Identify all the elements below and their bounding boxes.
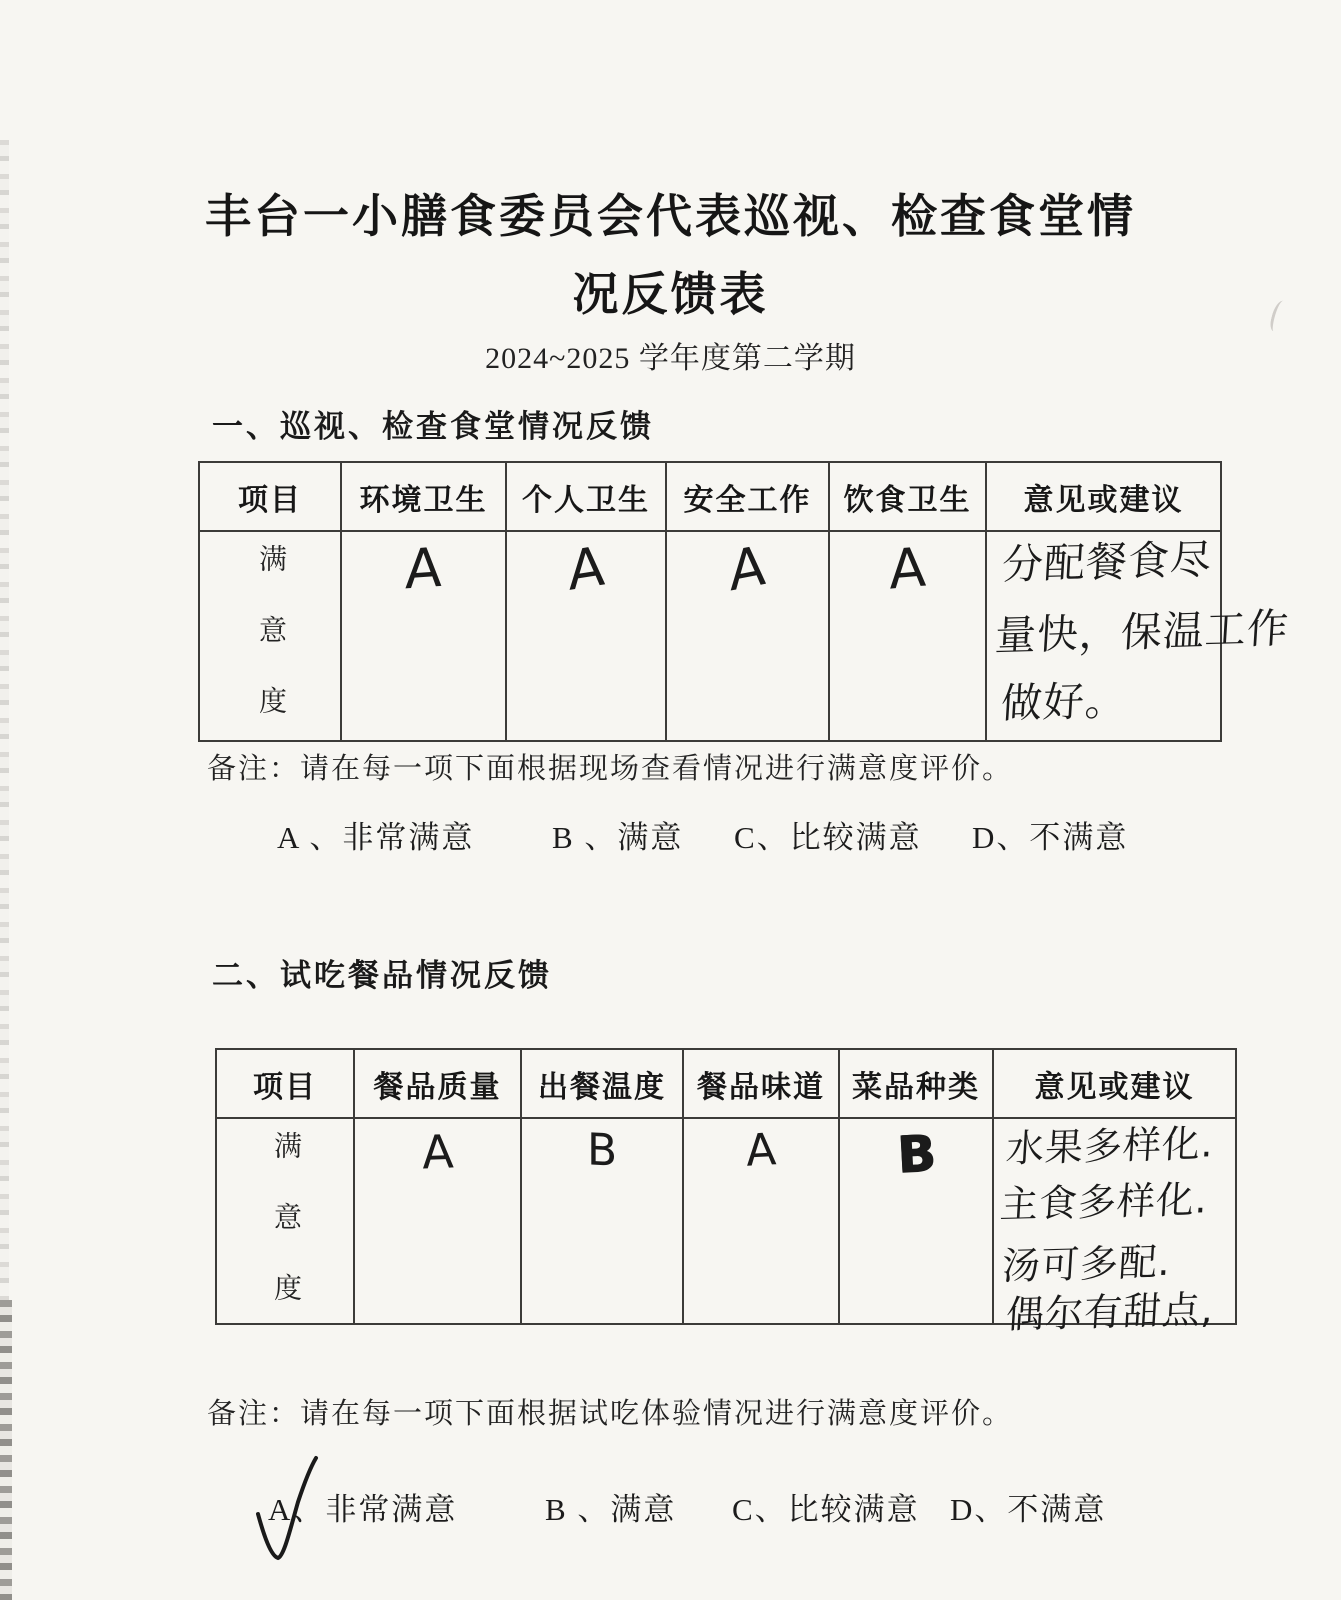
t1-header-food-hygiene: 饮食卫生 xyxy=(829,462,986,531)
t1-row-label: 满意度 xyxy=(255,544,286,757)
section1-table xyxy=(198,461,1291,757)
section2-header-row xyxy=(216,1049,1236,1118)
section2-table xyxy=(215,1048,1237,1344)
t2-rating-cell-1 xyxy=(354,1118,521,1324)
t1-rating-cell-2 xyxy=(506,531,666,741)
form-subtitle: 2024~2025 学年度第二学期 xyxy=(485,342,856,375)
option-c-fairly-satisfied: C、比较满意 xyxy=(734,820,922,855)
t2-header-item: 项目 xyxy=(216,1049,354,1118)
t1-header-safety-work: 安全工作 xyxy=(666,462,829,531)
form-title-line1: 丰台一小膳食委员会代表巡视、检查食堂情 xyxy=(205,191,1136,242)
handwritten-rating: B xyxy=(586,1124,618,1177)
handwritten-rating: A xyxy=(420,1124,455,1180)
handwritten-comment-line: 偶尔有甜点, xyxy=(1004,1287,1216,1337)
handwritten-comment-line: 汤可多配. xyxy=(1000,1239,1173,1289)
handwritten-comment-line: 做好。 xyxy=(999,676,1129,728)
t2-rating-cell-2 xyxy=(521,1118,683,1324)
t2-row-label-cell xyxy=(216,1118,354,1344)
option-b-satisfied: B 、满意 xyxy=(552,820,684,855)
form-title-line2: 况反馈表 xyxy=(572,269,769,320)
section1-note: 备注：请在每一项下面根据现场查看情况进行满意度评价。 xyxy=(207,753,1014,785)
handwritten-rating: A xyxy=(566,533,606,604)
t1-row-label-cell xyxy=(199,531,341,757)
option-d-unsatisfied: D、不满意 xyxy=(950,1492,1107,1527)
handwritten-rating: A xyxy=(744,1124,778,1177)
t1-header-environment-hygiene: 环境卫生 xyxy=(341,462,506,531)
option-d-unsatisfied: D、不满意 xyxy=(972,820,1129,855)
handwritten-comment-line: 量快，保温工作 xyxy=(993,604,1291,660)
t1-rating-cell-4 xyxy=(829,531,986,741)
section2-data-row xyxy=(216,1118,1236,1324)
handwritten-comment-line: 水果多样化. xyxy=(1004,1121,1216,1171)
option-b-satisfied: B 、满意 xyxy=(545,1492,677,1527)
t1-rating-cell-3 xyxy=(666,531,829,741)
handwritten-rating: A xyxy=(887,535,927,602)
handwritten-comment-line: 分配餐食尽 xyxy=(1000,535,1214,589)
handwritten-comment-line: 主食多样化. xyxy=(998,1177,1210,1227)
handwritten-rating-overwritten: B xyxy=(895,1124,937,1184)
t2-row-label: 满意度 xyxy=(270,1131,301,1344)
option-a-very-satisfied: A、非常满意 xyxy=(268,1492,458,1527)
section2-note: 备注：请在每一项下面根据试吃体验情况进行满意度评价。 xyxy=(207,1398,1014,1430)
t2-rating-cell-3 xyxy=(683,1118,839,1324)
handwritten-rating: A xyxy=(727,533,768,604)
t2-header-meal-quality: 餐品质量 xyxy=(354,1049,521,1118)
t1-comment-cell xyxy=(986,531,1291,741)
t2-comment-cell xyxy=(993,1118,1236,1337)
option-a-very-satisfied: A 、非常满意 xyxy=(277,820,475,855)
t1-rating-cell-1 xyxy=(341,531,506,741)
t1-header-item: 项目 xyxy=(199,462,341,531)
t2-header-meal-taste: 餐品味道 xyxy=(683,1049,839,1118)
handwritten-checkmark-icon xyxy=(238,1452,333,1577)
handwritten-rating: A xyxy=(405,535,442,602)
t2-header-serving-temperature: 出餐温度 xyxy=(521,1049,683,1118)
scan-artifact-left-edge-dark xyxy=(0,1300,12,1600)
t1-header-personal-hygiene: 个人卫生 xyxy=(506,462,666,531)
t1-header-comments: 意见或建议 xyxy=(986,462,1221,531)
section1-header-row xyxy=(199,462,1221,531)
option-c-fairly-satisfied: C、比较满意 xyxy=(732,1492,920,1527)
t2-rating-cell-4 xyxy=(839,1118,993,1324)
t2-header-comments: 意见或建议 xyxy=(993,1049,1236,1118)
t2-header-dish-variety: 菜品种类 xyxy=(839,1049,993,1118)
section2-heading: 二、试吃餐品情况反馈 xyxy=(212,958,552,993)
section1-heading: 一、巡视、检查食堂情况反馈 xyxy=(212,409,654,444)
section1-data-row xyxy=(199,531,1221,741)
